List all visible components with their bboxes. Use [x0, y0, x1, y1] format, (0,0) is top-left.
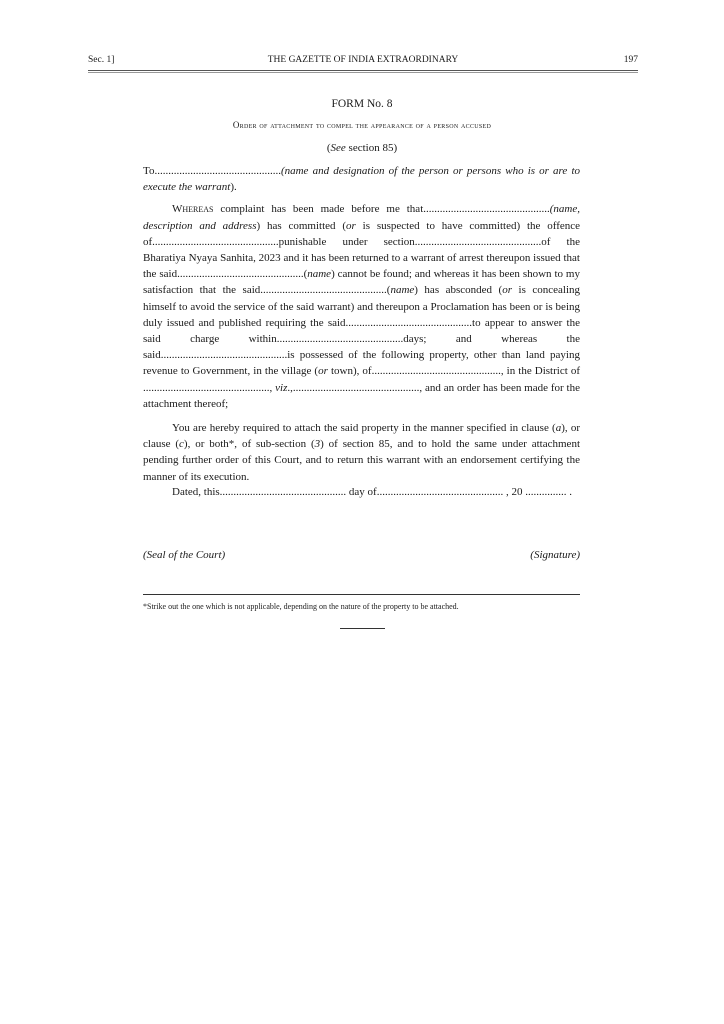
end-rule: [340, 628, 385, 629]
form-subtitle: Order of attachment to compel the appearance of a person accused: [232, 120, 492, 130]
dated-line: Dated, this.............................................. day of.............................................. , 20 ............... .: [172, 486, 572, 498]
header-divider: [88, 70, 638, 73]
whereas-paragraph: Whereas complaint has been made before me that..............................................(name, description and address) has committed (or is suspected to have committed) the offence of..............................................punishable under section..............................................of the Bharatiya Nyaya Sanhita, 2023 and it has been returned to a warrant of arrest thereupon issued that the said..............................................(name) cannot be found; and whereas it has been shown to my satisfaction that the said..............................................(name) has absconded (or is concealing himself to avoid the service of the said warrant) and thereupon a Proclamation has been or is being duly issued and published requiring the said..............................................to appear to answer the said charge within..............................................days; and whereas the said..............................................is possessed of the following property, other than land paying revenue to Government, in the village (or town), of..............................................., in the District of .............................................., viz.,.............................................., and an order has been made for the attachment thereof;: [143, 203, 580, 410]
see-word: See: [330, 142, 346, 154]
gazette-title: THE GAZETTE OF INDIA EXTRAORDINARY: [267, 55, 459, 65]
form-body: [143, 163, 580, 485]
section-label: Sec. 1]: [88, 55, 115, 65]
page-number: 197: [623, 55, 638, 65]
footnote-divider: [143, 594, 580, 595]
addressee-paragraph: To..............................................(name and designation of the person or persons who is or are to execute the warrant).: [143, 165, 580, 194]
signature-label: (Signature): [530, 549, 580, 561]
form-title: FORM No. 8: [331, 98, 393, 110]
footnote: *Strike out the one which is not applicable, depending on the nature of the property to be attached.: [143, 602, 459, 611]
running-header: [88, 53, 638, 67]
section-reference: (See section 85): [326, 142, 398, 154]
seal-of-court: (Seal of the Court): [143, 549, 226, 561]
order-paragraph: You are hereby required to attach the said property in the manner specified in clause (a), or clause (c), or both*, of sub-section (3) of section 85, and to hold the same under attachment pending further order of this Court, and to return this warrant with an endorsement certifying the manner of its execution.: [143, 422, 581, 483]
